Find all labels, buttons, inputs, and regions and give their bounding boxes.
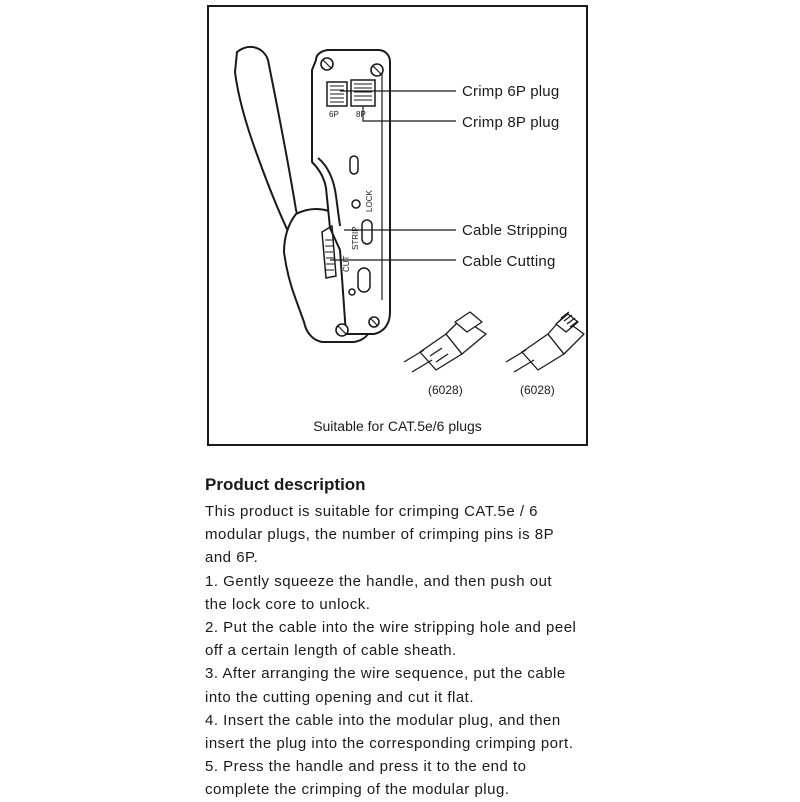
product-description: [205, 474, 605, 802]
plug-6p-drawing: [404, 312, 486, 372]
cut-label: CUT: [342, 255, 351, 272]
plug-label-6p: (6028): [428, 383, 463, 397]
step-5-line: 5. Press the handle and press it to the end to: [205, 758, 527, 776]
description-heading: Product description: [205, 475, 366, 494]
strip-label: STRIP: [351, 226, 360, 250]
callout-crimp-6p: Crimp 6P plug: [462, 83, 560, 100]
lock-label: LOCK: [365, 190, 374, 212]
step-2-line: 2. Put the cable into the wire stripping hole and peel: [205, 619, 577, 637]
description-line: and 6P.: [205, 549, 259, 567]
figure-caption: Suitable for CAT.5e/6 plugs: [313, 418, 482, 434]
step-3-line: into the cutting opening and cut it flat.: [205, 688, 475, 706]
step-4-line: 4. Insert the cable into the modular plug, and then: [205, 711, 561, 729]
description-line: This product is suitable for crimping CAT.5e / 6: [205, 503, 539, 520]
plug-label-8p: (6028): [520, 383, 555, 397]
step-1-line: the lock core to unlock.: [205, 595, 371, 613]
step-3-line: 3. After arranging the wire sequence, put the cable: [205, 665, 566, 683]
plug-8p-drawing: [506, 312, 584, 372]
callout-crimp-8p: Crimp 8P plug: [462, 114, 560, 131]
port-label-6p: 6P: [329, 110, 339, 119]
description-line: modular plugs, the number of crimping pins is 8P: [205, 526, 555, 544]
step-5-line: complete the crimping of the modular plug.: [205, 781, 510, 799]
port-label-8p: 8P: [356, 110, 366, 119]
step-4-line: insert the plug into the corresponding crimping port.: [205, 735, 574, 753]
callout-cable-cutting: Cable Cutting: [462, 253, 556, 270]
callout-cable-stripping: Cable Stripping: [462, 222, 568, 239]
step-1-line: 1. Gently squeeze the handle, and then push out: [205, 572, 553, 590]
step-2-line: off a certain length of cable sheath.: [205, 642, 457, 660]
